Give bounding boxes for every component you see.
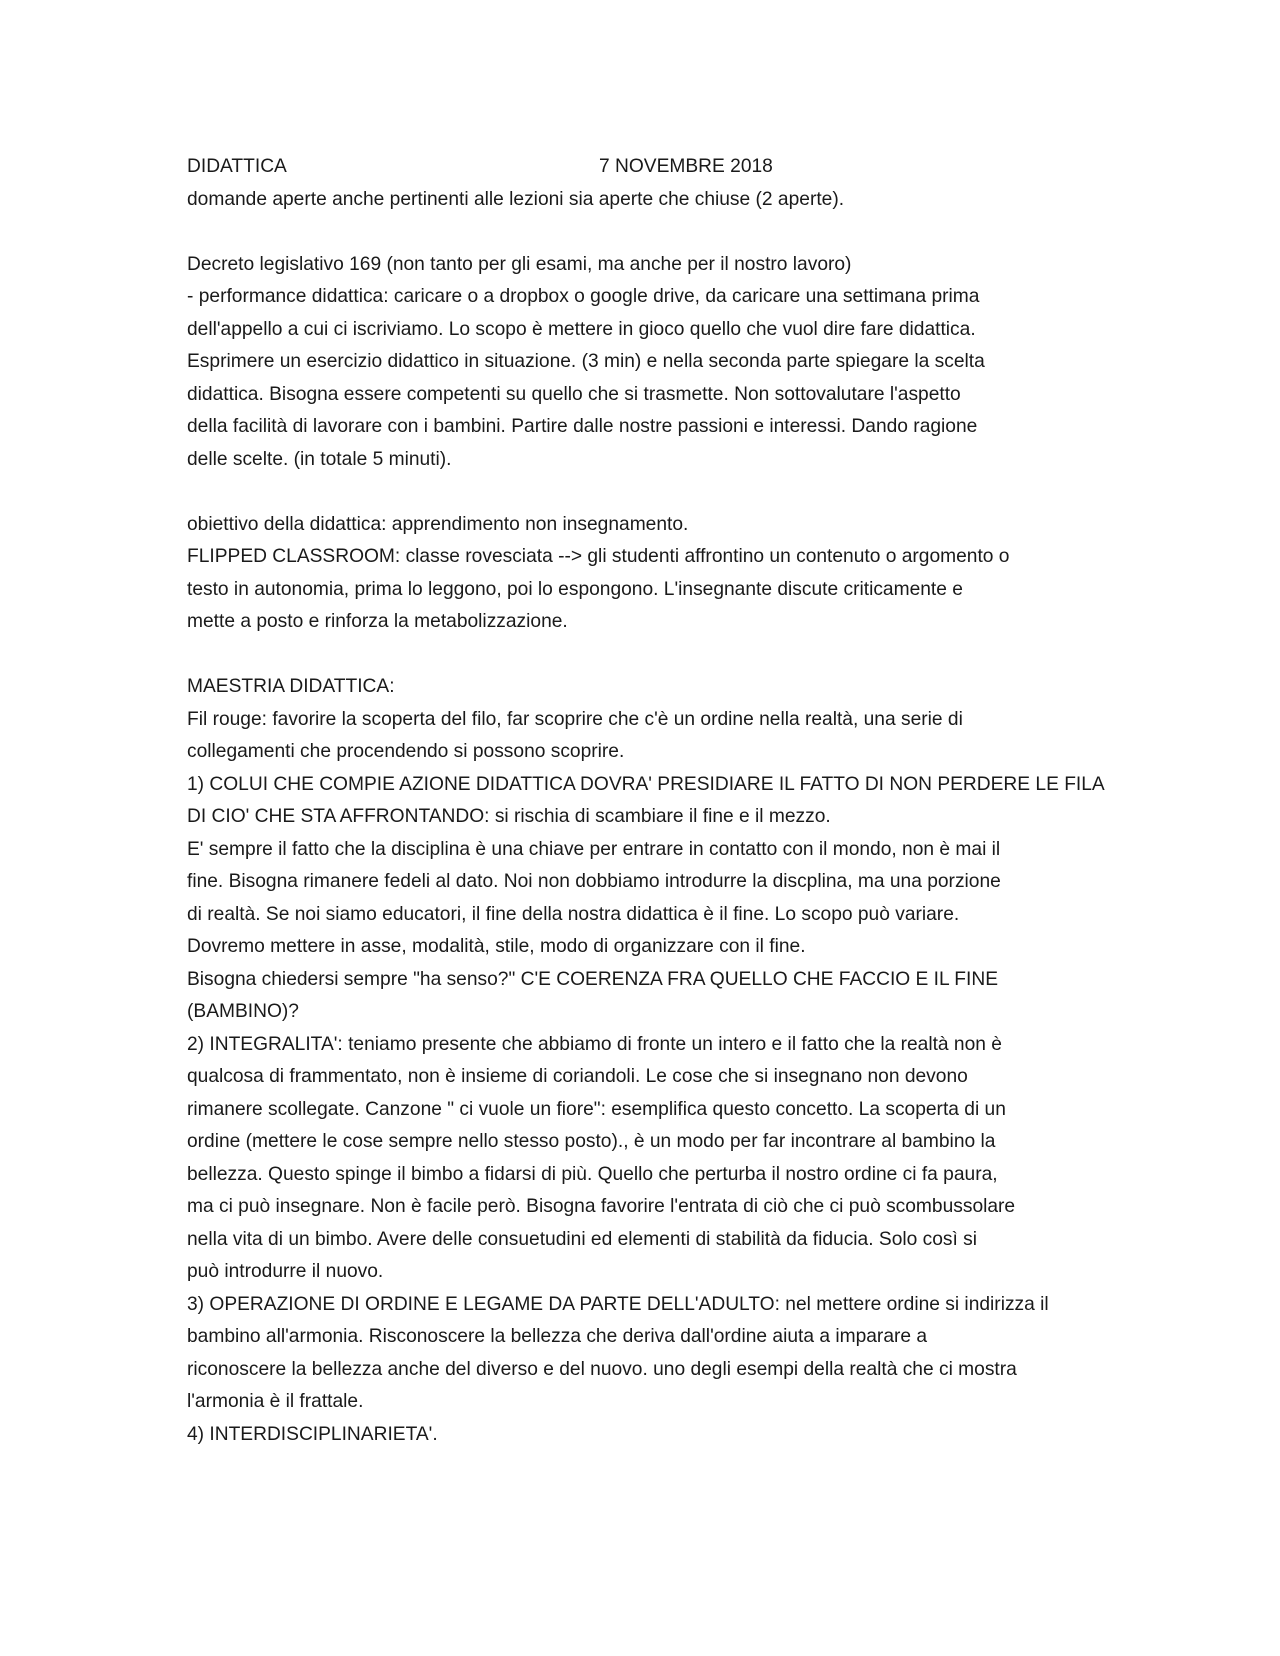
text-line: (BAMBINO)? (187, 1001, 299, 1022)
document-lines (187, 184, 1105, 1452)
text-line: qualcosa di frammentato, non è insieme di coriandoli. Le cose che si insegnano non devono (187, 1066, 968, 1087)
text-line: rimanere scollegate. Canzone " ci vuole un fiore": esemplifica questo concetto. La scoperta di un (187, 1098, 1006, 1120)
text-line: può introdurre il nuovo. (187, 1261, 384, 1282)
section-heading: MAESTRIA DIDATTICA: (187, 676, 395, 697)
text-line: ma ci può insegnare. Non è facile però. Bisogna favorire l'entrata di ciò che ci può scombussolare (187, 1196, 1016, 1217)
text-line: Fil rouge: favorire la scoperta del filo, far scoprire che c'è un ordine nella realtà, una serie di (187, 708, 963, 730)
text-line: mette a posto e rinforza la metabolizzazione. (187, 611, 568, 632)
text-line: fine. Bisogna rimanere fedeli al dato. Noi non dobbiamo introdurre la discplina, ma una porzione (187, 871, 1001, 892)
text-line: ordine (mettere le cose sempre nello stesso posto)., è un modo per far incontrare al bambino la (187, 1131, 996, 1152)
text-line: delle scelte. (in totale 5 minuti). (187, 448, 452, 470)
text-line: Decreto legislativo 169 (non tanto per gli esami, ma anche per il nostro lavoro) (187, 253, 852, 275)
text-line: DI CIO' CHE STA AFFRONTANDO: si rischia di scambiare il fine e il mezzo. (187, 806, 831, 827)
text-line: dell'appello a cui ci iscriviamo. Lo scopo è mettere in gioco quello che vuol dire fare didattica. (187, 318, 976, 340)
text-line: - performance didattica: caricare o a dropbox o google drive, da caricare una settimana prima (187, 286, 980, 307)
document-body (187, 151, 1105, 1451)
text-line: bambino all'armonia. Risconoscere la bellezza che deriva dall'ordine aiuta a imparare a (187, 1326, 928, 1347)
blank-line (187, 476, 1087, 509)
text-line: della facilità di lavorare con i bambini. Partire dalle nostre passioni e interessi. Dando ragione (187, 416, 978, 437)
text-line: l'armonia è il frattale. (187, 1391, 364, 1412)
text-line: 4) INTERDISCIPLINARIETA'. (187, 1423, 438, 1445)
blank-line (187, 639, 1087, 672)
text-line: Dovremo mettere in asse, modalità, stile, modo di organizzare con il fine. (187, 936, 806, 957)
text-line: Bisogna chiedersi sempre "ha senso?" C'E COERENZA FRA QUELLO CHE FACCIO E IL FINE (187, 968, 999, 990)
text-line: bellezza. Questo spinge il bimbo a fidarsi di più. Quello che perturba il nostro ordine ci fa paura, (187, 1163, 998, 1185)
document-header (187, 151, 1087, 184)
text-line: riconoscere la bellezza anche del diverso e del nuovo. uno degli esempi della realtà che ci mostra (187, 1358, 1017, 1380)
text-line: obiettivo della didattica: apprendimento non insegnamento. (187, 513, 689, 535)
text-line: FLIPPED CLASSROOM: classe rovesciata --> gli studenti affrontino un contenuto o argomento o (187, 546, 1010, 567)
text-line: 3) OPERAZIONE DI ORDINE E LEGAME DA PARTE DELL'ADULTO: nel mettere ordine si indirizza il (187, 1293, 1049, 1315)
text-line: Esprimere un esercizio didattico in situazione. (3 min) e nella seconda parte spiegare la scelta (187, 351, 985, 372)
text-line: collegamenti che procendendo si possono scoprire. (187, 741, 625, 762)
blank-line (187, 216, 1087, 249)
document-date: 7 NOVEMBRE 2018 (599, 156, 773, 177)
text-line: 1) COLUI CHE COMPIE AZIONE DIDATTICA DOVRA' PRESIDIARE IL FATTO DI NON PERDERE LE FILA (187, 773, 1105, 795)
document-title: DIDATTICA (187, 156, 287, 177)
text-line: domande aperte anche pertinenti alle lezioni sia aperte che chiuse (2 aperte). (187, 188, 845, 210)
text-line: testo in autonomia, prima lo leggono, poi lo espongono. L'insegnante discute criticamente e (187, 578, 963, 600)
text-line: E' sempre il fatto che la disciplina è una chiave per entrare in contatto con il mondo, non è mai il (187, 838, 1001, 860)
text-line: didattica. Bisogna essere competenti su quello che si trasmette. Non sottovalutare l'aspetto (187, 383, 961, 405)
text-line: di realtà. Se noi siamo educatori, il fine della nostra didattica è il fine. Lo scopo può variare. (187, 903, 960, 925)
text-line: 2) INTEGRALITA': teniamo presente che abbiamo di fronte un intero e il fatto che la realtà non è (187, 1033, 1002, 1055)
text-line: nella vita di un bimbo. Avere delle consuetudini ed elementi di stabilità da fiducia. Solo così si (187, 1228, 978, 1250)
